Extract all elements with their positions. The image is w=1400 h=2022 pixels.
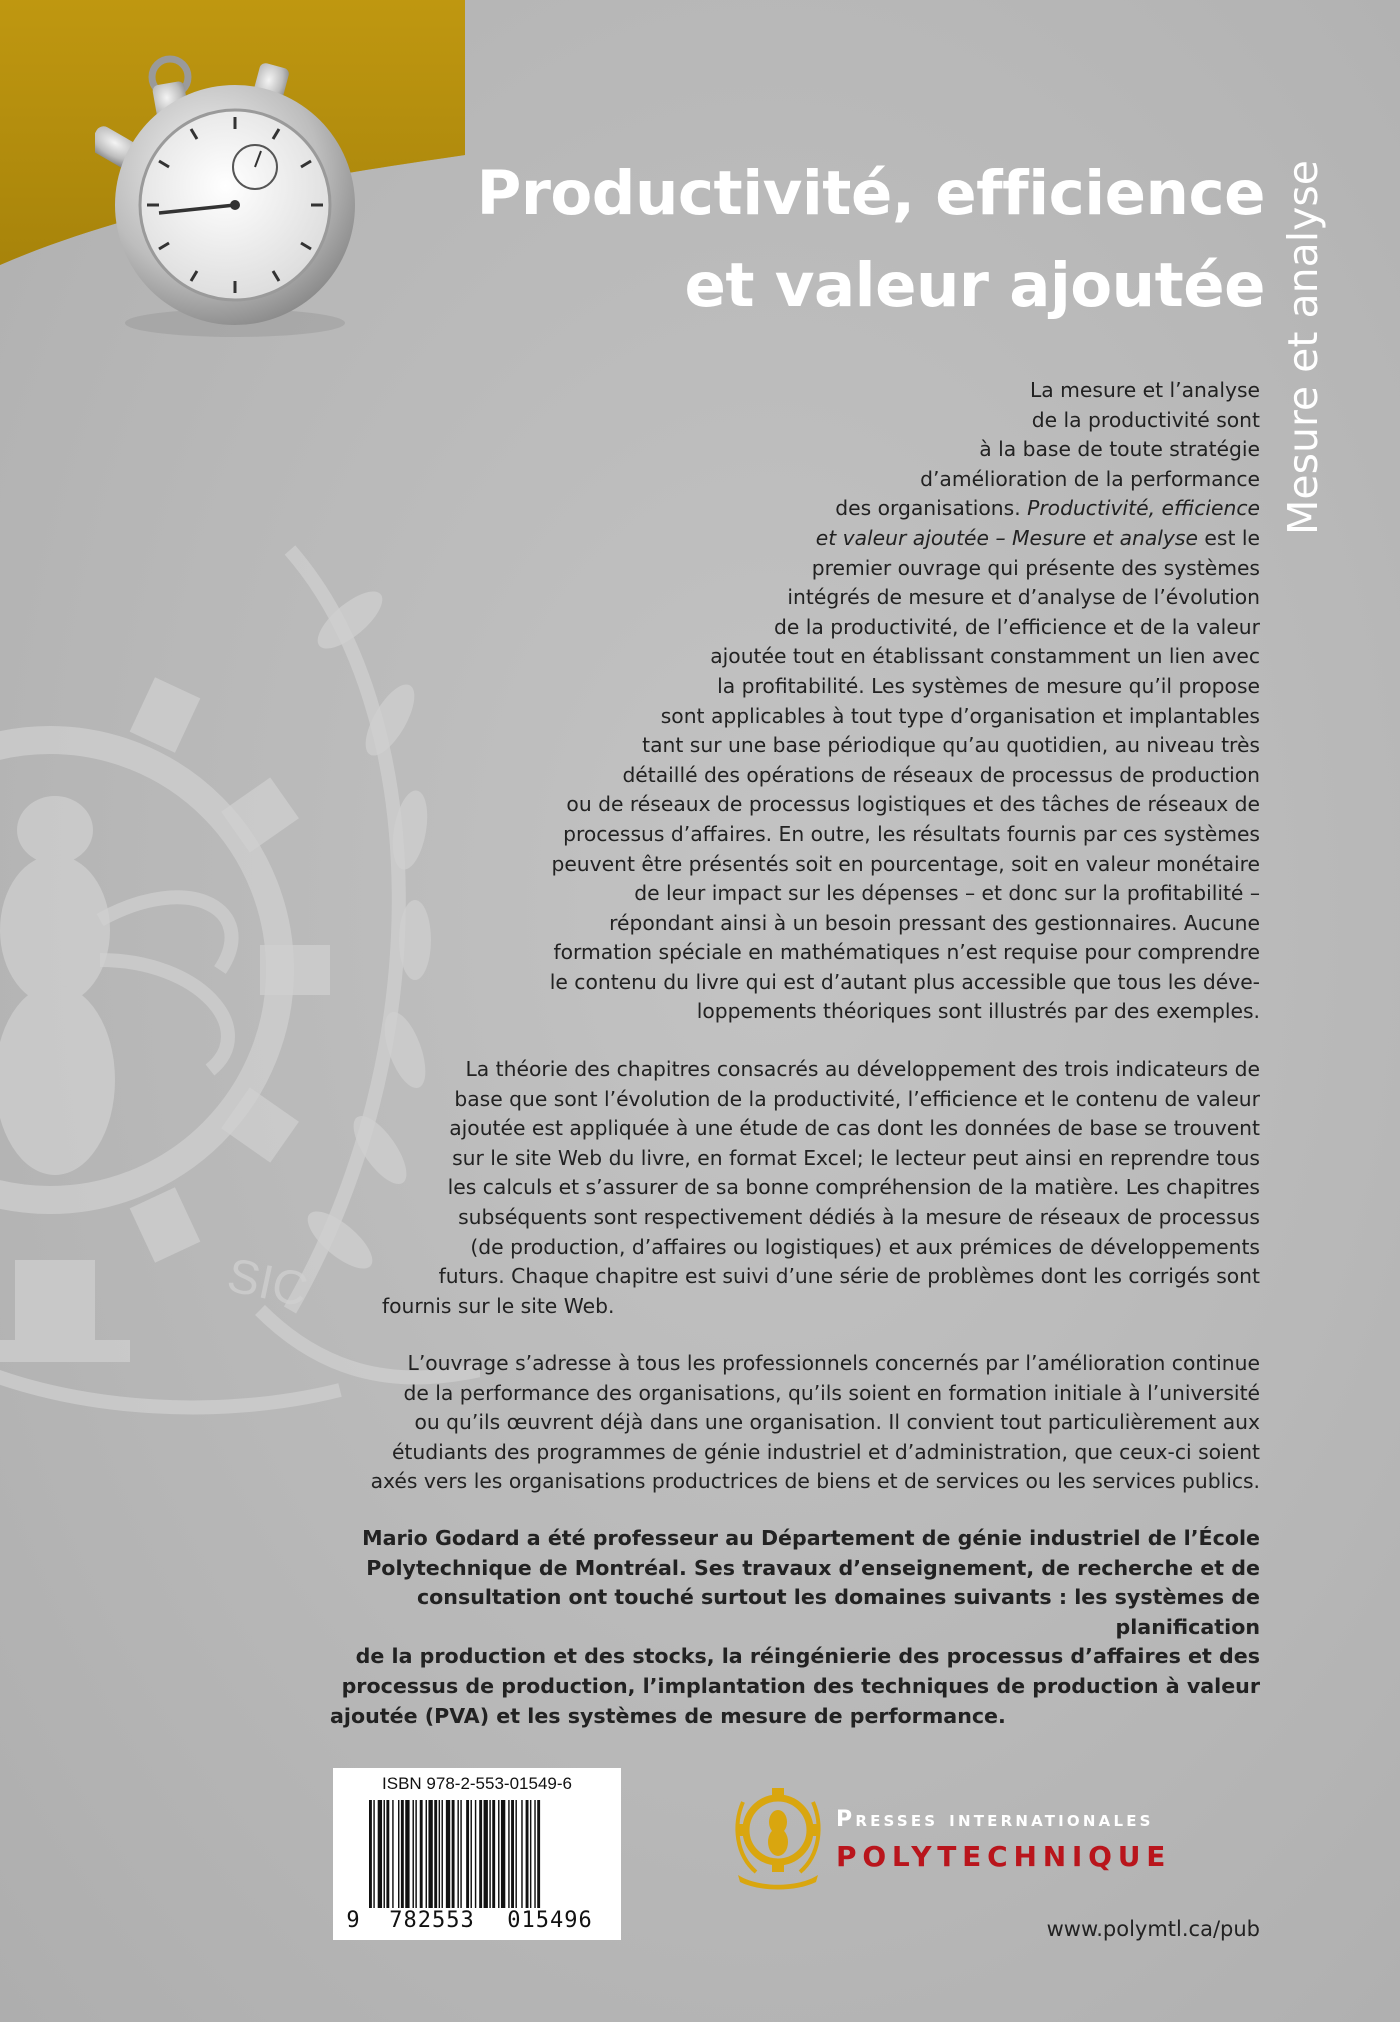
text-line: à la base de toute stratégie [979,437,1260,462]
text-line: axés vers les organisations productrices de biens et de services ou les services publics. [370,1469,1260,1494]
text-line: subséquents sont respectivement dédiés à la mesure de réseaux de processus [458,1204,1260,1229]
barcode-bar [479,1800,482,1908]
description-paragraph-2 [375,1055,1260,1321]
text-line: de la production et des stocks, la réingénierie des processus d’affaires et des [355,1644,1260,1669]
text-line: ou qu’ils œuvrent déjà dans une organisation. Il convient tout particulièrement aux [414,1410,1260,1435]
book-title [365,148,1265,332]
text-line: sont applicables à tout type d’organisation et implantables [660,703,1260,728]
barcode-bar [439,1800,440,1908]
svg-text:SIC: SIC [222,1248,312,1318]
isbn-barcode [333,1768,621,1940]
barcode-bar [384,1800,385,1908]
barcode-bar [401,1800,404,1908]
barcode-bar [413,1800,414,1908]
text-line: ajoutée (PVA) et les systèmes de mesure de performance. [330,1703,1006,1728]
barcode-bar [492,1800,495,1908]
text-line: répondant ainsi à un besoin pressant des gestionnaires. Aucune [609,910,1260,935]
publisher-website: www.polymtl.ca/pub [1046,1917,1260,1941]
barcode-bar [426,1800,427,1908]
barcode-bar [466,1800,469,1908]
text-line [330,494,1260,524]
barcode-bar [392,1800,393,1908]
author-bio [330,1524,1260,1731]
barcode-bar [534,1800,535,1908]
barcode-bar [398,1800,399,1908]
stopwatch-icon [95,55,375,345]
barcode-bar [508,1800,509,1908]
text-line: le contenu du livre qui est d’autant plus accessible que tous les déve- [549,969,1260,994]
barcode-bar [415,1800,416,1908]
barcode-bar [530,1800,531,1908]
description-paragraph-3 [345,1349,1260,1497]
text-line: Polytechnique de Montréal. Ses travaux d’enseignement, de recherche et de [366,1555,1260,1580]
text-line: la profitabilité. Les systèmes de mesure qu’il propose [717,673,1260,698]
title-line-2: et valeur ajoutée [684,250,1265,321]
vertical-subtitle: Mesure et analyse [1279,160,1327,535]
text-line: processus d’affaires. En outre, les résultats fournis par ces systèmes [563,821,1260,846]
barcode-bar [405,1800,409,1908]
barcode-bar [420,1800,423,1908]
barcode-digit-first: 9 [346,1908,360,1933]
barcode-digits [333,1908,621,1933]
barcode-bar [511,1800,514,1908]
text-line: de la performance des organisations, qu’ils soient en formation initiale à l’université [403,1380,1260,1405]
text-line: de la productivité, de l’efficience et de la valeur [774,614,1260,639]
barcode-bar [484,1800,488,1908]
barcode-bar [498,1800,499,1908]
barcode-bar [434,1800,437,1908]
barcode-bar [373,1800,374,1908]
barcode-bar [521,1800,522,1908]
text-line: de la productivité sont [1031,407,1260,432]
publisher-line-2: POLYTECHNIQUE [836,1840,1172,1873]
text-line: tant sur une base périodique qu’au quotidien, au niveau très [642,733,1260,758]
text-line: La théorie des chapitres consacrés au développement des trois indicateurs de [465,1057,1260,1081]
barcode-bar [386,1800,389,1908]
text-line: détaillé des opérations de réseaux de processus de production [622,762,1260,787]
text-line: Mario Godard a été professeur au Département de génie industriel de l’École [362,1526,1260,1550]
text-line: étudiants des programmes de génie industriel et d’administration, que ceux-ci soient [391,1439,1260,1464]
text-line: les calculs et s’assurer de sa bonne compréhension de la matière. Les chapitres [447,1175,1260,1200]
barcode-bar [515,1800,516,1908]
barcode-bar [501,1800,505,1908]
publisher-line-1: Presses internationales [836,1807,1154,1832]
text-line: consultation ont touché surtout les domaines suivants : les systèmes de planification [416,1585,1260,1639]
title-line-1: Productivité, efficience [476,158,1265,229]
text-line: peuvent être présentés soit en pourcentage, soit en valeur monétaire [551,851,1260,876]
text-line: La mesure et l’analyse [1030,378,1260,402]
barcode-bars [369,1800,597,1908]
text-line: fournis sur le site Web. [382,1293,615,1318]
barcode-bar [475,1800,476,1908]
text-span: est le [1197,525,1260,550]
publisher-name [836,1805,1266,1875]
text-line: base que sont l’évolution de la productivité, l’efficience et le contenu de valeur [454,1086,1260,1111]
text-line: futurs. Chaque chapitre est suivi d’une série de problèmes dont les corrigés sont [438,1264,1260,1289]
barcode-bar [457,1800,458,1908]
text-line: ajoutée tout en établissant constamment un lien avec [710,644,1260,669]
text-line: (de production, d’affaires ou logistiques) et aux prémices de développements [470,1234,1260,1259]
text-line: sur le site Web du livre, en format Excel; le lecteur peut ainsi en reprendre tous [452,1145,1260,1170]
text-line: de leur impact sur les dépenses – et donc sur la profitabilité – [634,881,1260,906]
text-line: L’ouvrage s’adresse à tous les professionnels concernés par l’amélioration continue [407,1351,1260,1375]
isbn-label: ISBN 978-2-553-01549-6 [382,1774,572,1793]
description-paragraph-1 [330,376,1260,1027]
barcode-digits-right: 015496 [507,1908,593,1933]
barcode-bar [378,1800,382,1908]
text-line: processus de production, l’implantation des techniques de production à valeur [341,1673,1260,1698]
barcode-bar [471,1800,472,1908]
text-line: intégrés de mesure et d’analyse de l’évolution [787,585,1260,610]
barcode-bar [526,1800,529,1908]
text-line: loppements théoriques sont illustrés par des exemples. [696,999,1260,1024]
barcode-bar [369,1800,372,1908]
text-line: premier ouvrage qui présente des systèmes [811,555,1260,580]
italic-book-title: et valeur ajoutée – Mesure et analyse [815,525,1198,550]
barcode-bar [460,1800,461,1908]
text-line: ajoutée est appliquée à une étude de cas dont les données de base se trouvent [449,1116,1260,1141]
text-line: ou de réseaux de processus logistiques et des tâches de réseaux de [566,792,1260,817]
text-line: d’amélioration de la performance [920,466,1260,491]
barcode-bar [446,1800,450,1908]
barcode-bar [428,1800,432,1908]
polytechnique-logo-icon [728,1780,828,1890]
barcode-bar [442,1800,443,1908]
barcode-digits-left: 782553 [389,1908,475,1933]
barcode-bar [489,1800,490,1908]
text-span: des organisations. [835,496,1028,521]
barcode-bar [452,1800,455,1908]
text-line [330,524,1260,554]
barcode-bar [537,1800,540,1908]
text-line: formation spéciale en mathématiques n’est requise pour comprendre [553,940,1260,965]
italic-book-title: Productivité, efficience [1027,496,1260,521]
